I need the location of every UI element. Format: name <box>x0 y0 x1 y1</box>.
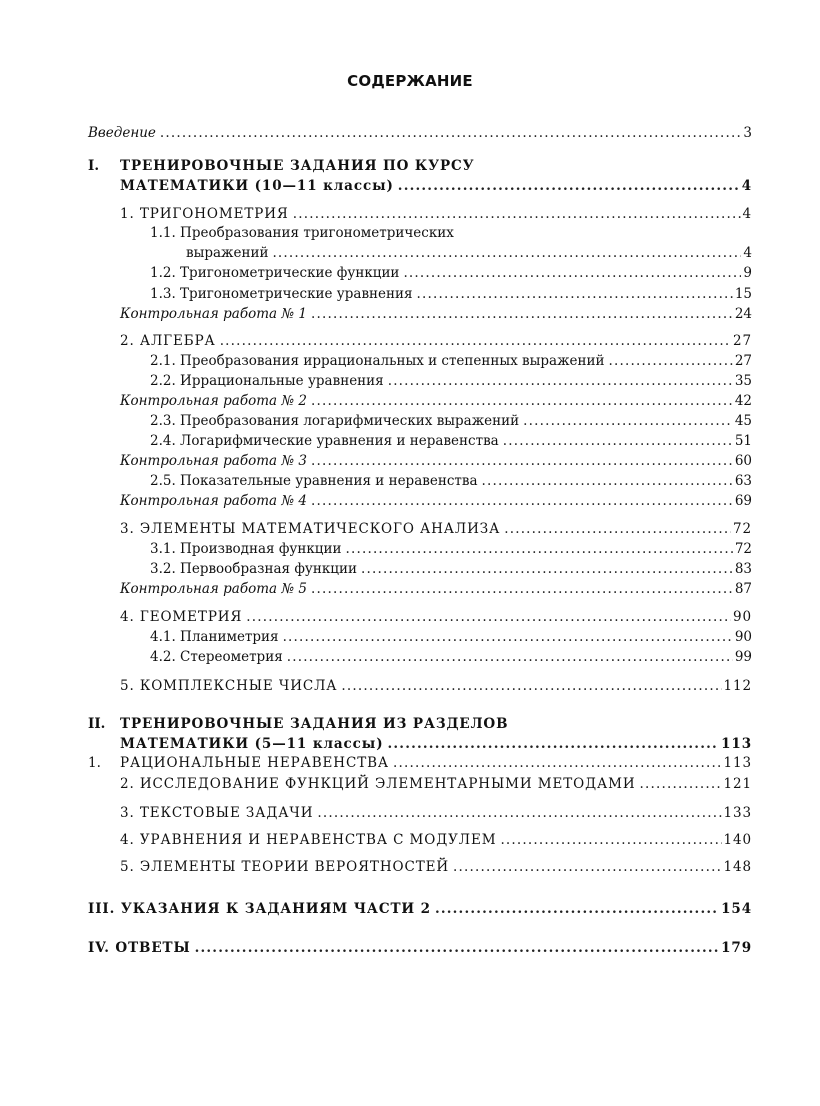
toc-entry-label: 1. ТРИГОНОМЕТРИЯ <box>120 206 289 222</box>
toc-entry-label: МАТЕМАТИКИ (5—11 классы) <box>120 736 384 752</box>
toc-entry-page: 27 <box>733 333 752 349</box>
toc-entry[interactable] <box>150 628 752 646</box>
toc-entry-part-3[interactable] <box>88 900 752 918</box>
dot-leader <box>503 432 733 450</box>
toc-entry[interactable] <box>150 648 752 666</box>
toc-entry-page: 72 <box>734 541 752 557</box>
entry-number: 1. <box>88 755 101 771</box>
toc-entry-label: 2.1. Преобразования иррациональных и степенных выражений <box>150 353 605 369</box>
toc-entry-page: 27 <box>734 353 752 369</box>
toc-entry-page: 60 <box>734 453 752 469</box>
dot-leader <box>403 264 741 282</box>
toc-entry-label: 3.2. Первообразная функции <box>150 561 357 577</box>
dot-leader <box>640 775 722 793</box>
dot-leader <box>160 124 742 142</box>
toc-entry-label: Контрольная работа № 1 <box>120 306 308 322</box>
toc-entry-label: Контрольная работа № 4 <box>120 493 308 509</box>
toc-entry-page: 45 <box>734 413 752 429</box>
dot-leader <box>453 858 721 876</box>
toc-entry[interactable] <box>150 412 752 430</box>
toc-entry[interactable] <box>120 858 752 876</box>
toc-entry-label: 2.3. Преобразования логарифмических выражений <box>150 413 520 429</box>
dot-leader <box>500 831 721 849</box>
dot-leader <box>293 205 741 223</box>
toc-entry-page: 9 <box>743 265 752 281</box>
toc-entry[interactable] <box>150 472 752 490</box>
toc-entry-part-1[interactable] <box>120 177 752 195</box>
toc-entry-page: 140 <box>723 832 752 848</box>
toc-entry-page: 83 <box>734 561 752 577</box>
dot-leader <box>341 677 721 695</box>
part-number: II. <box>88 716 106 732</box>
dot-leader <box>311 492 733 510</box>
dot-leader <box>287 648 733 666</box>
toc-entry-label: 1.3. Тригонометрические уравнения <box>150 286 413 302</box>
dot-leader <box>417 285 733 303</box>
toc-entry-page: 90 <box>734 629 752 645</box>
toc-entry-label: 5. ЭЛЕМЕНТЫ ТЕОРИИ ВЕРОЯТНОСТЕЙ <box>120 859 450 875</box>
toc-entry-label: III. УКАЗАНИЯ К ЗАДАНИЯМ ЧАСТИ 2 <box>88 901 431 917</box>
toc-entry-label: 3. ЭЛЕМЕНТЫ МАТЕМАТИЧЕСКОГО АНАЛИЗА <box>120 521 501 537</box>
dot-leader <box>311 452 733 470</box>
toc-entry-label: МАТЕМАТИКИ (10—11 классы) <box>120 178 394 194</box>
toc-entry[interactable] <box>120 492 752 510</box>
toc-entry-page: 35 <box>734 373 752 389</box>
toc-entry[interactable] <box>150 560 752 578</box>
toc-entry-page: 24 <box>734 306 752 322</box>
toc-entry-label: IV. ОТВЕТЫ <box>88 940 191 956</box>
toc-entry-label: 2. АЛГЕБРА <box>120 333 216 349</box>
toc-entry-label: РАЦИОНАЛЬНЫЕ НЕРАВЕНСТВА <box>120 755 390 771</box>
toc-entry-label: Контрольная работа № 3 <box>120 453 308 469</box>
dot-leader <box>482 472 733 490</box>
toc-entry-label: 3.1. Производная функции <box>150 541 342 557</box>
dot-leader <box>311 580 733 598</box>
dot-leader <box>393 754 721 772</box>
dot-leader <box>388 372 733 390</box>
toc-entry[interactable] <box>150 264 752 282</box>
toc-entry-label: Контрольная работа № 5 <box>120 581 308 597</box>
toc-entry[interactable] <box>120 580 752 598</box>
toc-entry[interactable] <box>120 831 752 849</box>
toc-entry[interactable] <box>150 285 752 303</box>
part-title: ТРЕНИРОВОЧНЫЕ ЗАДАНИЯ ПО КУРСУ <box>120 158 475 174</box>
toc-entry-page: 154 <box>721 901 752 917</box>
toc-entry-page: 51 <box>734 433 752 449</box>
dot-leader <box>608 352 732 370</box>
toc-entry[interactable] <box>120 332 752 350</box>
toc-entry-page: 42 <box>734 393 752 409</box>
toc-entry[interactable] <box>186 244 752 262</box>
toc-entry-page: 99 <box>734 649 752 665</box>
toc-entry[interactable] <box>120 754 752 772</box>
dot-leader <box>504 520 731 538</box>
toc-entry-page: 4 <box>741 178 752 194</box>
toc-entry-label: 2. ИССЛЕДОВАНИЕ ФУНКЦИЙ ЭЛЕМЕНТАРНЫМИ МЕТОДАМИ <box>120 776 636 792</box>
toc-entry-page: 121 <box>723 776 752 792</box>
dot-leader <box>435 900 719 918</box>
toc-entry-label: 3. ТЕКСТОВЫЕ ЗАДАЧИ <box>120 805 314 821</box>
dot-leader <box>317 804 721 822</box>
toc-entry-label: 1.1. Преобразования тригонометрических <box>150 225 454 241</box>
dot-leader <box>345 540 732 558</box>
dot-leader <box>398 177 740 195</box>
toc-entry-page: 4 <box>743 245 752 261</box>
toc-entry-page: 69 <box>734 493 752 509</box>
toc-entry-label: 2.5. Показательные уравнения и неравенства <box>150 473 478 489</box>
dot-leader <box>195 939 720 957</box>
toc-entry-page: 113 <box>723 755 752 771</box>
toc-entry-label: 4. ГЕОМЕТРИЯ <box>120 609 243 625</box>
toc-entry[interactable] <box>120 804 752 822</box>
toc-entry[interactable] <box>120 775 752 793</box>
toc-entry[interactable] <box>120 452 752 470</box>
dot-leader <box>311 305 733 323</box>
toc-entry-page: 179 <box>721 940 752 956</box>
toc-entry-label: Введение <box>88 125 156 141</box>
toc-entry[interactable] <box>150 372 752 390</box>
toc-entry[interactable] <box>120 520 752 538</box>
toc-entry-page: 87 <box>734 581 752 597</box>
dot-leader <box>246 608 731 626</box>
toc-entry-label: 5. КОМПЛЕКСНЫЕ ЧИСЛА <box>120 678 338 694</box>
toc-entry-page: 4 <box>742 206 752 222</box>
dot-leader <box>361 560 733 578</box>
toc-entry[interactable] <box>150 432 752 450</box>
toc-entry-part-2[interactable] <box>120 735 752 753</box>
toc-entry-label: Контрольная работа № 2 <box>120 393 308 409</box>
toc-entry-page: 113 <box>721 736 752 752</box>
toc-entry[interactable] <box>120 677 752 695</box>
toc-entry[interactable] <box>120 205 752 223</box>
toc-entry-label: выражений <box>186 245 269 261</box>
toc-entry-part-4[interactable] <box>88 939 752 957</box>
toc-entry-label: 4.1. Планиметрия <box>150 629 279 645</box>
toc-entry[interactable] <box>120 608 752 626</box>
toc-entry-page: 72 <box>733 521 752 537</box>
part-number: I. <box>88 158 100 174</box>
toc-entry-page: 63 <box>734 473 752 489</box>
toc-entry-label: 4.2. Стереометрия <box>150 649 283 665</box>
dot-leader <box>523 412 733 430</box>
toc-entry-page: 3 <box>743 125 752 141</box>
dot-leader <box>220 332 731 350</box>
toc-entry-intro[interactable] <box>88 124 752 142</box>
part-title: ТРЕНИРОВОЧНЫЕ ЗАДАНИЯ ИЗ РАЗДЕЛОВ <box>120 716 509 732</box>
toc-entry-page: 112 <box>723 678 752 694</box>
toc-entry[interactable] <box>150 352 752 370</box>
toc-entry[interactable] <box>150 540 752 558</box>
toc-entry-label: 2.4. Логарифмические уравнения и неравенства <box>150 433 499 449</box>
toc-entry-page: 133 <box>723 805 752 821</box>
dot-leader <box>311 392 733 410</box>
toc-entry-label: 1.2. Тригонометрические функции <box>150 265 400 281</box>
dot-leader <box>272 244 741 262</box>
page-title: СОДЕРЖАНИЕ <box>347 72 473 90</box>
toc-entry-page: 90 <box>733 609 752 625</box>
toc-entry[interactable] <box>120 305 752 323</box>
toc-entry[interactable] <box>120 392 752 410</box>
toc-entry-page: 148 <box>723 859 752 875</box>
toc-entry-label: 2.2. Иррациональные уравнения <box>150 373 384 389</box>
dot-leader <box>388 735 720 753</box>
dot-leader <box>283 628 733 646</box>
toc-entry-label: 4. УРАВНЕНИЯ И НЕРАВЕНСТВА С МОДУЛЕМ <box>120 832 497 848</box>
toc-entry-page: 15 <box>734 286 752 302</box>
